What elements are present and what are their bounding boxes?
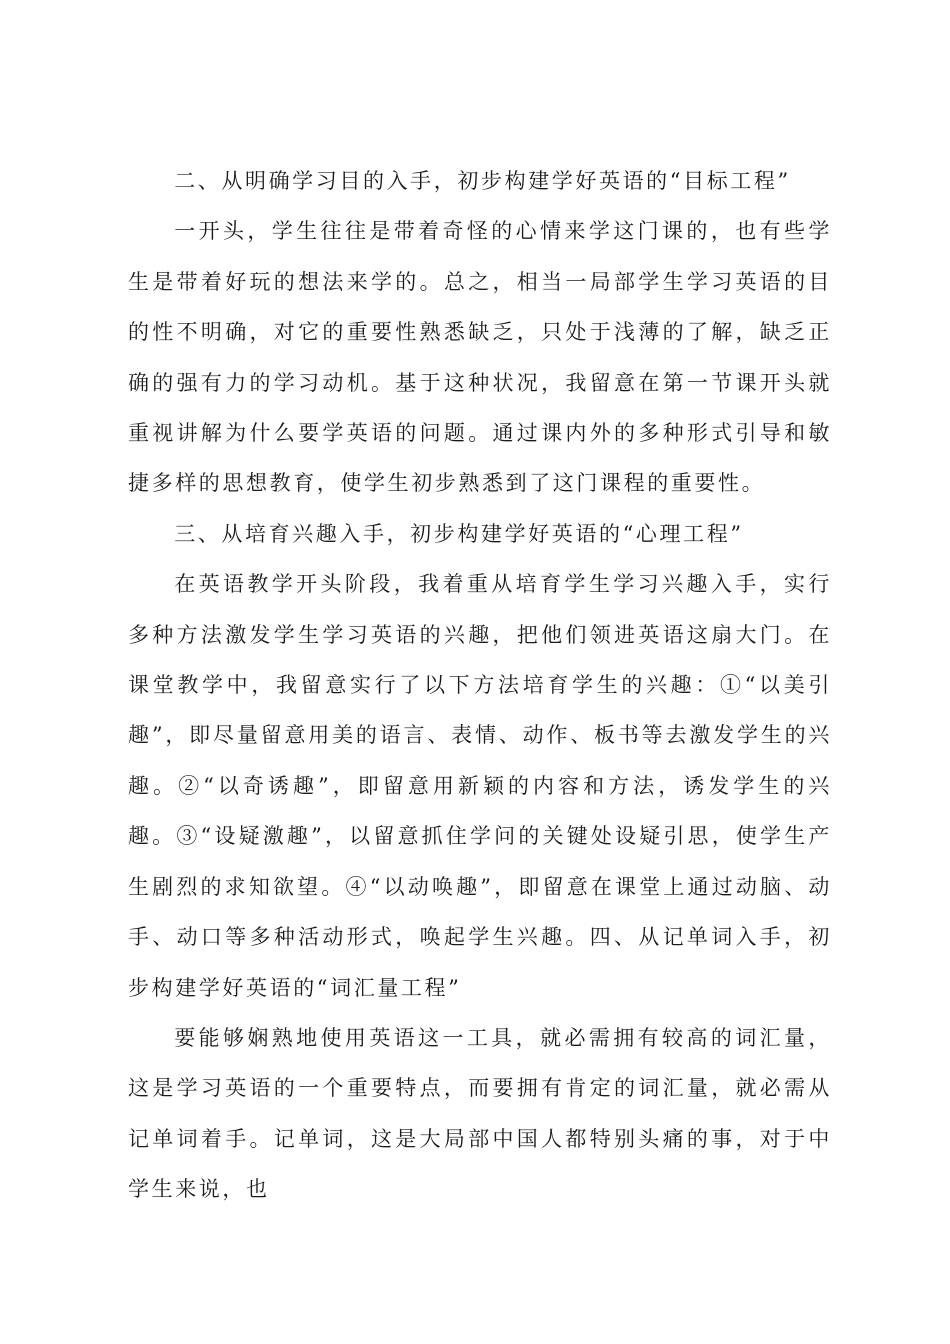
paragraph-learning-motivation: 一开头，学生往往是带着奇怪的心情来学这门课的，也有些学生是带着好玩的想法来学的。总之，相当一局部学生学习英语的目的性不明确，对它的重要性熟悉缺乏，只处于浅薄的了解，缺乏正确的强有力的学习动机。基于这种状况，我留意在第一节课开头就重视讲解为什么要学英语的问题。通过课内外的多种形式引导和敏捷多样的思想教育，使学生初步熟悉到了这门课程的重要性。 <box>128 219 832 496</box>
paragraph-interest-methods: 在英语教学开头阶段，我着重从培育学生学习兴趣入手，实行多种方法激发学生学习英语的兴趣，把他们领进英语这扇大门。在课堂教学中，我留意实行了以下方法培育学生的兴趣：①“以美引趣”，即尽量留意用美的语言、表情、动作、板书等去激发学生的兴趣。②“以奇诱趣”，即留意用新颖的内容和方法，诱发学生的兴趣。③“设疑激趣”，以留意抓住学问的关键处设疑引思，使学生产生剧烈的求知欲望。④“以动唤趣”，即留意在课堂上通过动脑、动手、动口等多种活动形式，唤起学生兴趣。四、从记单词入手，初步构建学好英语的“词汇量工程” <box>128 572 832 1000</box>
section-heading-goal: 二、从明确学习目的入手，初步构建学好英语的“目标工程” <box>174 169 791 193</box>
section-heading-interest: 三、从培育兴趣入手，初步构建学好英语的“心理工程” <box>174 521 744 546</box>
paragraph-vocabulary: 要能够娴熟地使用英语这一工具，就必需拥有较高的词汇量，这是学习英语的一个重要特点，而要拥有肯定的词汇量，就必需从记单词着手。记单词，这是大局部中国人都特别头痛的事，对于中学生来说，也 <box>128 1025 832 1202</box>
document-body <box>128 156 832 1215</box>
